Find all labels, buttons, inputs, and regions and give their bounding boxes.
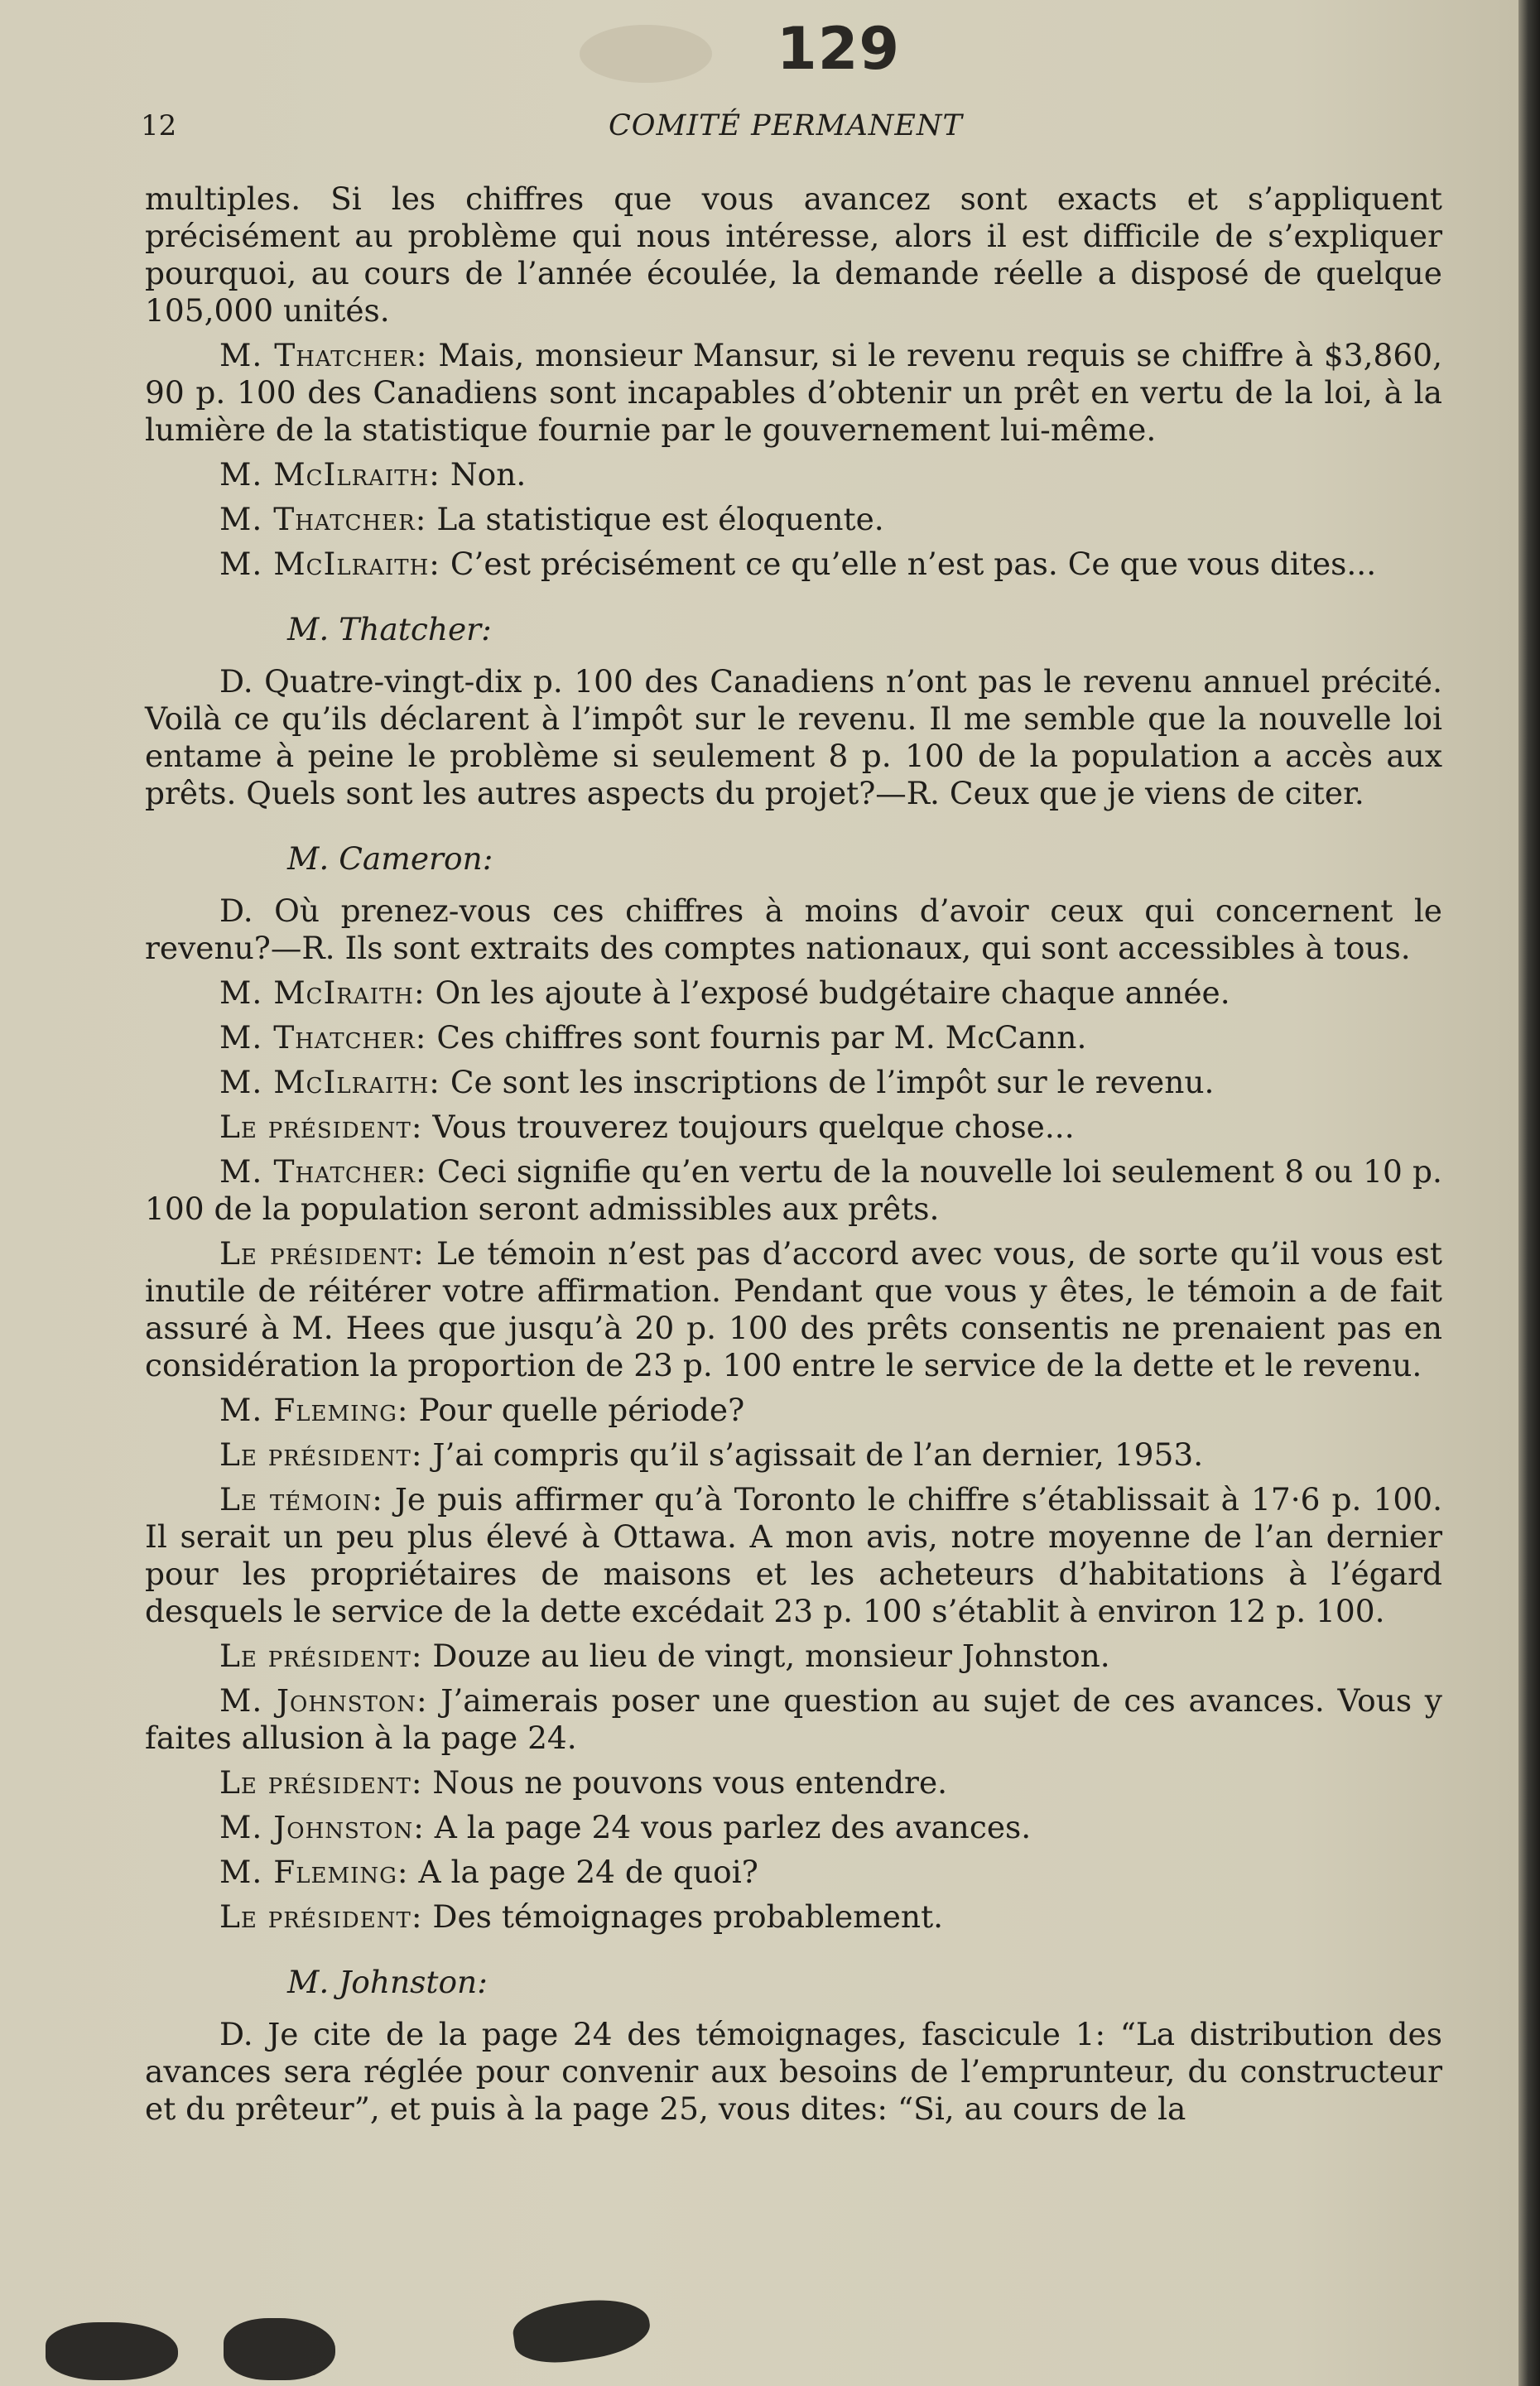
section-heading-thatcher: M. Thatcher: bbox=[287, 611, 492, 647]
transcript-paragraph bbox=[145, 892, 1442, 967]
transcript-paragraph bbox=[145, 1235, 1442, 1384]
speaker-label: M. McIlraith: bbox=[219, 546, 440, 582]
section-johnston bbox=[145, 2016, 1442, 2128]
page-number: 12 bbox=[141, 109, 177, 142]
transcript-paragraph bbox=[145, 2016, 1442, 2128]
transcript-paragraph bbox=[145, 1392, 1442, 1429]
section-cameron bbox=[145, 892, 1442, 1936]
speaker-label: M. Johnston: bbox=[219, 1682, 428, 1719]
paragraph-text: A la page 24 vous parlez des avances. bbox=[434, 1809, 1032, 1845]
speaker-label: M. McIlraith: bbox=[219, 456, 440, 493]
paragraph-text: Pour quelle période? bbox=[418, 1392, 745, 1428]
transcript-paragraph bbox=[145, 663, 1442, 812]
folio-number: 129 bbox=[777, 15, 901, 83]
paper-stain bbox=[580, 25, 712, 83]
transcript-paragraph bbox=[145, 1682, 1442, 1757]
paragraph-text: Ce sont les inscriptions de l’impôt sur le revenu. bbox=[450, 1064, 1215, 1100]
transcript-paragraph bbox=[145, 1809, 1442, 1846]
transcript-paragraph bbox=[145, 1064, 1442, 1101]
paragraph-text: J’aimerais poser une question au sujet de ces avances. Vous y faites allusion à la page 24. bbox=[145, 1682, 1442, 1756]
transcript-paragraph bbox=[145, 180, 1442, 330]
transcript-paragraph bbox=[145, 456, 1442, 493]
ink-smudge bbox=[46, 2322, 178, 2380]
paragraph-text: J’ai compris qu’il s’agissait de l’an dernier, 1953. bbox=[432, 1436, 1204, 1473]
transcript-paragraph bbox=[145, 1898, 1442, 1936]
ink-smudge bbox=[510, 2292, 653, 2369]
running-head: COMITÉ PERMANENT bbox=[609, 109, 963, 142]
speaker-label: M. Thatcher: bbox=[219, 337, 428, 373]
speaker-label: M. McIlraith: bbox=[219, 1064, 440, 1100]
ink-smudge bbox=[224, 2318, 335, 2380]
transcript-paragraph bbox=[145, 1764, 1442, 1802]
speaker-label: Le président: bbox=[219, 1638, 423, 1674]
paragraph-text: multiples. Si les chiffres que vous avancez sont exacts et s’appliquent précisément au problème qui nous intéresse, alors il est difficile de s’expliquer pourquoi, au cours de l’année écoulée, la demande réelle a disposé de quelque 105,000 unités. bbox=[145, 180, 1442, 329]
speaker-label: Le président: bbox=[219, 1109, 423, 1145]
speaker-label: M. Fleming: bbox=[219, 1392, 409, 1428]
paragraph-text: Des témoignages probablement. bbox=[432, 1898, 944, 1935]
speaker-label: M. Johnston: bbox=[219, 1809, 425, 1845]
paragraph-text: Mais, monsieur Mansur, si le revenu requis se chiffre à $3,860, 90 p. 100 des Canadiens sont incapables d’obtenir un prêt en vertu de la loi, à la lumière de la statistique fournie par le gouvernement lui-même. bbox=[145, 337, 1442, 448]
section-heading-johnston: M. Johnston: bbox=[287, 1964, 488, 2000]
paragraph-text: D. Je cite de la page 24 des témoignages, fascicule 1: “La distribution des avances sera réglée pour convenir aux besoins de l’emprunteur, du constructeur et du prêteur”, et puis à la page 25, vous dites: “Si, au cours de la bbox=[145, 2016, 1442, 2127]
speaker-label: Le président: bbox=[219, 1235, 425, 1272]
speaker-label: M. Thatcher: bbox=[219, 1153, 427, 1190]
paragraph-text: A la page 24 de quoi? bbox=[418, 1854, 758, 1890]
intro-block bbox=[145, 180, 1442, 583]
paragraph-text: Nous ne pouvons vous entendre. bbox=[432, 1764, 948, 1801]
transcript-paragraph bbox=[145, 337, 1442, 449]
paragraph-text: Le témoin n’est pas d’accord avec vous, de sorte qu’il vous est inutile de réitérer votre affirmation. Pendant que vous y êtes, le témoin a de fait assuré à M. Hees que jusqu’à 20 p. 100 des prêts consentis ne prenaient pas en considération la proportion de 23 p. 100 entre le service de la dette et le revenu. bbox=[145, 1235, 1442, 1383]
transcript-paragraph bbox=[145, 1854, 1442, 1891]
speaker-label: M. McIraith: bbox=[219, 974, 426, 1011]
paragraph-text: Non. bbox=[450, 456, 527, 493]
speaker-label: Le témoin: bbox=[219, 1481, 383, 1518]
transcript-paragraph bbox=[145, 501, 1442, 538]
transcript-paragraph bbox=[145, 546, 1442, 583]
speaker-label: M. Thatcher: bbox=[219, 1019, 427, 1056]
transcript-paragraph bbox=[145, 1019, 1442, 1056]
speaker-label: Le président: bbox=[219, 1436, 423, 1473]
section-heading-cameron: M. Cameron: bbox=[287, 840, 493, 877]
transcript-paragraph bbox=[145, 1109, 1442, 1146]
paragraph-text: D. Où prenez-vous ces chiffres à moins d’avoir ceux qui concernent le revenu?—R. Ils sont extraits des comptes nationaux, qui sont accessibles à tous. bbox=[145, 892, 1442, 966]
speaker-label: M. Thatcher: bbox=[219, 501, 427, 537]
paragraph-text: Je puis affirmer qu’à Toronto le chiffre s’établissait à 17·6 p. 100. Il serait un peu plus élevé à Ottawa. A mon avis, notre moyenne de l’an dernier pour les propriétaires de maisons et les acheteurs d’habitations à l’égard desquels le service de la dette excédait 23 p. 100 s’établit à environ 12 p. 100. bbox=[145, 1481, 1443, 1629]
book-spine bbox=[1518, 0, 1540, 2386]
speaker-label: M. Fleming: bbox=[219, 1854, 409, 1890]
speaker-label: Le président: bbox=[219, 1764, 423, 1801]
transcript-paragraph bbox=[145, 1436, 1442, 1474]
transcript-body bbox=[145, 180, 1442, 2135]
transcript-paragraph bbox=[145, 974, 1442, 1012]
paragraph-text: Douze au lieu de vingt, monsieur Johnston. bbox=[432, 1638, 1110, 1674]
transcript-paragraph bbox=[145, 1153, 1442, 1228]
transcript-paragraph bbox=[145, 1638, 1442, 1675]
paragraph-text: On les ajoute à l’exposé budgétaire chaque année. bbox=[435, 974, 1230, 1011]
paragraph-text: Ces chiffres sont fournis par M. McCann. bbox=[436, 1019, 1087, 1056]
paragraph-text: Vous trouverez toujours quelque chose... bbox=[432, 1109, 1075, 1145]
speaker-label: Le président: bbox=[219, 1898, 423, 1935]
paragraph-text: D. Quatre-vingt-dix p. 100 des Canadiens n’ont pas le revenu annuel précité. Voilà ce qu’ils déclarent à l’impôt sur le revenu. Il me semble que la nouvelle loi entame à peine le problème si seulement 8 p. 100 de la population a accès aux prêts. Quels sont les autres aspects du projet?—R. Ceux que je viens de citer. bbox=[145, 663, 1442, 811]
section-thatcher bbox=[145, 663, 1442, 812]
paragraph-text: C’est précisément ce qu’elle n’est pas. Ce que vous dites... bbox=[450, 546, 1377, 582]
transcript-paragraph bbox=[145, 1481, 1442, 1630]
paragraph-text: Ceci signifie qu’en vertu de la nouvelle loi seulement 8 ou 10 p. 100 de la population seront admissibles aux prêts. bbox=[145, 1153, 1442, 1227]
paragraph-text: La statistique est éloquente. bbox=[436, 501, 884, 537]
